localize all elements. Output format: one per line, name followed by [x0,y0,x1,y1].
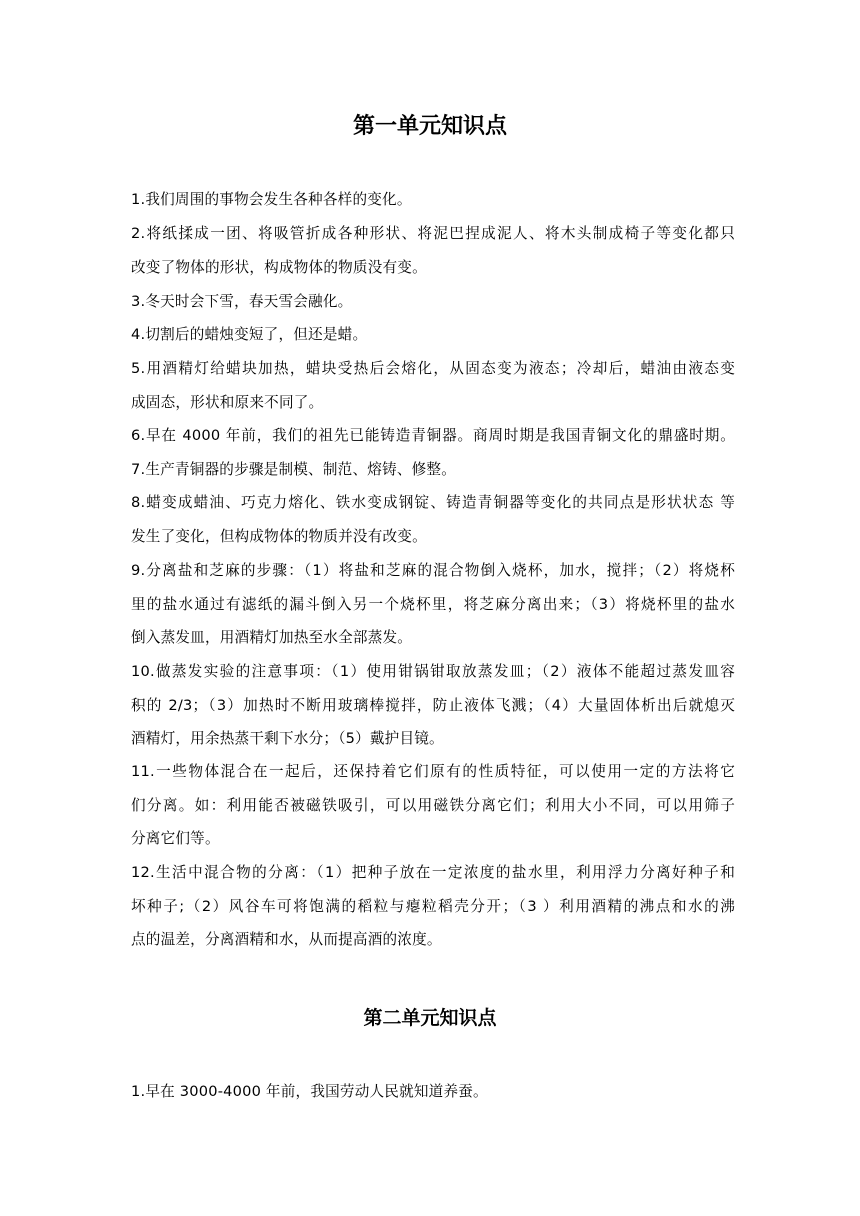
text-line: 11.一些物体混合在一起后，还保持着它们原有的性质特征，可以使用一定的方法将它 [131,763,735,780]
text-line: 3.冬天时会下雪，春天雪会融化。 [131,293,353,310]
text-line: 5.用酒精灯给蜡块加热，蜡块受热后会熔化，从固态变为液态；冷却后，蜡油由液态变 [131,360,735,377]
unit2-title: 第二单元知识点 [363,1007,497,1029]
text-line: 1.我们周围的事物会发生各种各样的变化。 [131,191,412,208]
text-line: 倒入蒸发皿，用酒精灯加热至水全部蒸发。 [131,629,413,647]
unit1-title: 第一单元知识点 [352,114,507,139]
unit1-item-4 [131,318,735,352]
text-line: 6.早在 4000 年前，我们的祖先已能铸造青铜器。商周时期是我国青铜文化的鼎盛时期。 [131,427,735,444]
text-line: 们分离。如：利用能否被磁铁吸引，可以用磁铁分离它们；利用大小不同，可以用筛子 [131,796,735,814]
unit1-item-12 [131,856,735,957]
unit1-item-1 [131,183,735,217]
text-line: 积的 2/3；（3）加热时不断用玻璃棒搅拌，防止液体飞溅；（4）大量固体析出后就熄灭 [131,696,735,714]
unit1-item-2 [131,217,735,284]
text-line: 7.生产青铜器的步骤是制模、制范、熔铸、修整。 [131,461,456,478]
text-line: 酒精灯，用余热蒸干剩下水分；（5）戴护目镜。 [131,730,444,748]
text-line: 12.生活中混合物的分离：（1）把种子放在一定浓度的盐水里，利用浮力分离好种子和 [131,864,735,881]
text-line: 2.将纸揉成一团、将吸管折成各种形状、将泥巴捏成泥人、将木头制成椅子等变化都只 [131,225,735,242]
unit1-item-8 [131,486,735,553]
unit1-item-11 [131,755,735,856]
unit1-item-10 [131,655,735,756]
unit1-item-3 [131,285,735,319]
text-line: 1.早在 3000-4000 年前，我国劳动人民就知道养蚕。 [131,1083,488,1100]
text-line: 成固态，形状和原来不同了。 [131,393,324,411]
text-line: 9.分离盐和芝麻的步骤：（1）将盐和芝麻的混合物倒入烧杯，加水，搅拌；（2）将烧杯 [131,562,735,579]
text-line: 发生了变化，但构成物体的物质并没有改变。 [131,527,427,545]
text-line: 分离它们等。 [131,830,220,848]
text-line: 点的温差，分离酒精和水，从而提高酒的浓度。 [131,931,442,949]
text-line: 8.蜡变成蜡油、巧克力熔化、铁水变成钢锭、铸造青铜器等变化的共同点是形状状态 等 [131,494,735,511]
text-line: 4.切割后的蜡烛变短了，但还是蜡。 [131,326,368,343]
text-line: 坏种子;（2）风谷车可将饱满的稻粒与瘪粒稻壳分开；（3 ）利用酒精的沸点和水的沸 [131,897,735,915]
unit1-item-5 [131,352,735,419]
unit1-item-7 [131,453,735,487]
text-line: 10.做蒸发实验的注意事项：（1）使用钳锅钳取放蒸发皿；（2）液体不能超过蒸发皿容 [131,663,735,680]
unit1-item-6 [131,419,735,453]
unit2-item-1 [131,1075,735,1109]
text-line: 改变了物体的形状，构成物体的物质没有变。 [131,258,427,276]
unit1-item-9 [131,554,735,655]
text-line: 里的盐水通过有滤纸的漏斗倒入另一个烧杯里，将芝麻分离出来；（3）将烧杯里的盐水 [131,595,735,613]
